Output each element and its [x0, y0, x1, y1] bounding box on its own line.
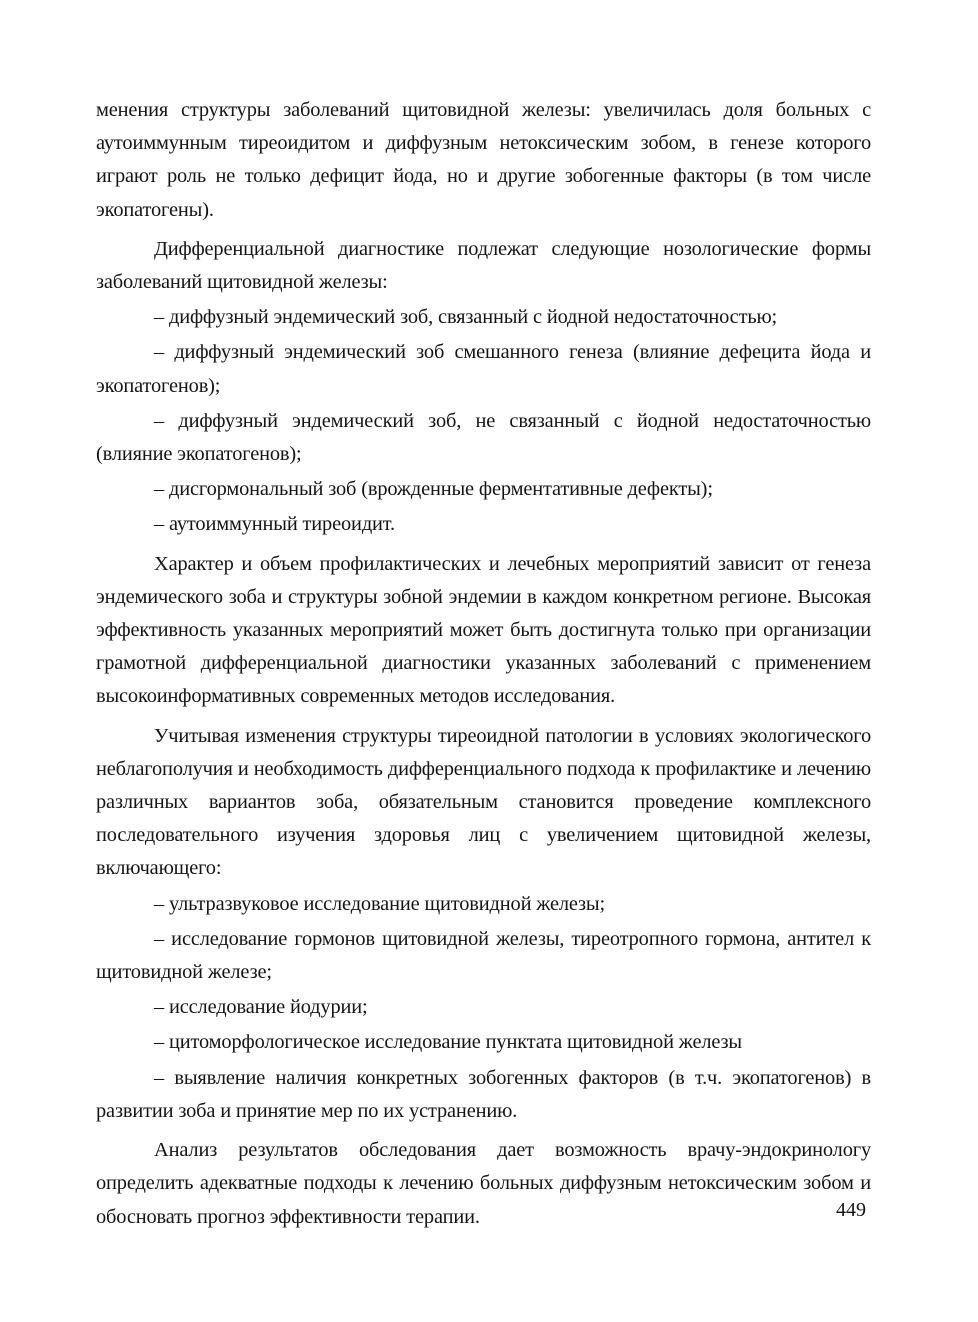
- list-item: – диффузный эндемический зоб, не связанный с йодной недостаточностью (влияние экопатогенов);: [96, 409, 871, 466]
- list-item: – выявление наличия конкретных зобогенных факторов (в т.ч. экопатогенов) в развитии зоба и принятие мер по их устранению.: [96, 1066, 871, 1122]
- list-item: – диффузный эндемический зоб смешанного генеза (влияние дефецита йода и экопатогенов);: [96, 341, 871, 397]
- page-body: [96, 94, 871, 1234]
- list-item: – дисгормональный зоб (врожденные ферментативные дефекты);: [154, 478, 713, 501]
- paragraph-differential-intro: Дифференциальной диагностике подлежат следующие нозологические формы заболеваний щитовидной железы:: [96, 237, 871, 294]
- list-item: – исследование гормонов щитовидной железы, тиреотропного гормона, антител к щитовидной железе;: [96, 927, 871, 984]
- paragraph-conclusion: Анализ результатов обследования дает возможность врачу-эндокринологу определить адекватные подходы к лечению больных диффузным нетоксическим зобом и обосновать прогноз эффективности терапии.: [96, 1139, 871, 1228]
- list-item: – исследование йодурии;: [154, 996, 368, 1019]
- list-item: – цитоморфологическое исследование пунктата щитовидной железы: [154, 1031, 742, 1054]
- paragraph-measures: Характер и объем профилактических и лечебных мероприятий зависит от генеза эндемического зоба и структуры зобной эндемии в каждом конкретном регионе. Высокая эффективность указанных мероприятий может быть достигнута только при организации грамотной дифференциальной диагностики указанных заболеваний с применением высокоинформативных современных методов исследования.: [96, 552, 871, 708]
- list-item: – аутоиммунный тиреоидит.: [154, 513, 395, 536]
- page-number: 449: [836, 1199, 866, 1221]
- list-item: – диффузный эндемический зоб, связанный с йодной недостаточностью;: [154, 306, 778, 329]
- paragraph-examination: Учитывая изменения структуры тиреоидной патологии в условиях экологического неблагополучия и необходимость дифференциального подхода к профилактике и лечению различных вариантов зоба, обязательным становится проведение комплексного последовательного изучения здоровья лиц с увеличением щитовидной железы, включающего:: [96, 724, 871, 880]
- list-item: – ультразвуковое исследование щитовидной железы;: [154, 892, 605, 915]
- paragraph-continued: менения структуры заболеваний щитовидной железы: увеличилась доля больных с аутоиммунным тиреоидитом и диффузным нетоксическим зобом, в генезе которого играют роль не только дефицит йода, но и другие зобогенные факторы (в том числе экопатогены).: [96, 99, 871, 221]
